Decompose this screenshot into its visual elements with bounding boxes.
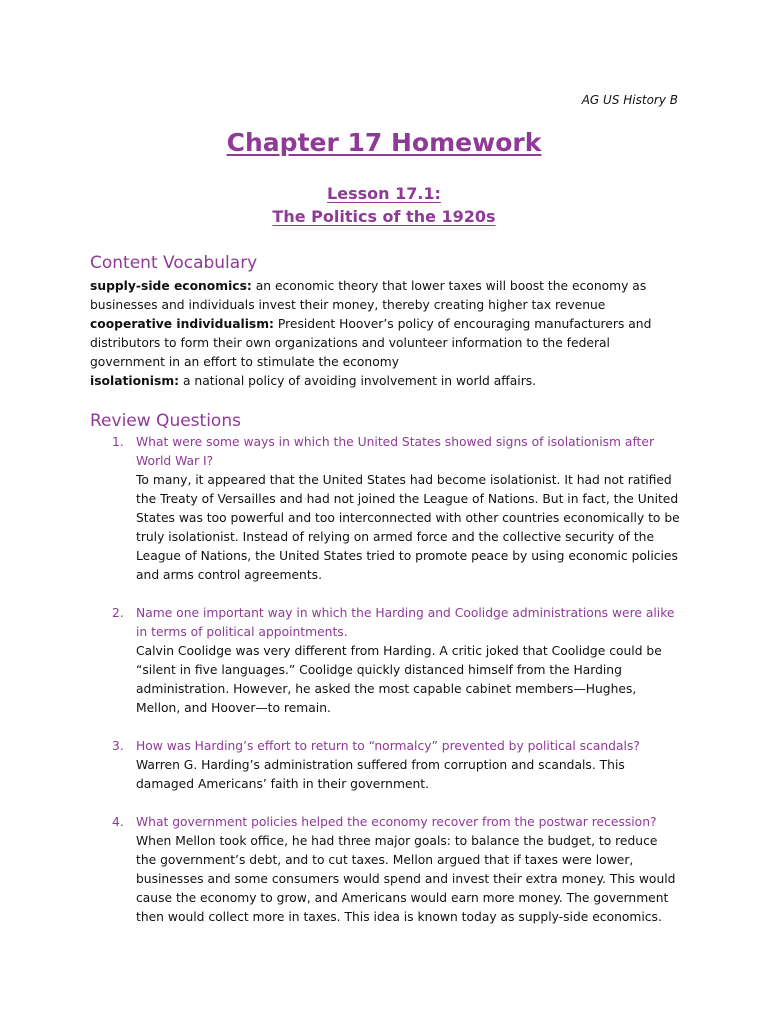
vocabulary-list [90,277,680,391]
review-question-item [90,813,680,927]
review-question-item [90,433,680,585]
review-question-item [90,604,680,718]
answer-text: When Mellon took office, he had three major goals: to balance the budget, to reduce the government’s debt, and to cut taxes. Mellon argued that if taxes were lower, businesses and some consumers would spend and invest their extra money. This would cause the economy to grow, and Americans would earn more money. The government then would collect more in taxes. This idea is known today as supply-side economics. [136,834,676,924]
review-question-item [90,737,680,794]
vocabulary-term: isolationism: [90,374,180,388]
answer-text: Calvin Coolidge was very different from Harding. A critic joked that Coolidge could be “silent in five languages.” Coolidge quickly distanced himself from the Harding administration. However, he asked the most capable cabinet members—Hughes, Mellon, and Hoover—to remain. [136,644,662,715]
vocabulary-item [90,315,680,372]
question-number: 4. [112,815,124,829]
vocabulary-definition: a national policy of avoiding involvement in world affairs. [179,374,537,388]
question-text: What government policies helped the economy recover from the postwar recession? [136,815,657,829]
lesson-number: Lesson 17.1: [327,184,441,203]
question-number: 1. [112,435,124,449]
vocabulary-term: supply-side economics: [90,279,252,293]
question-text: Name one important way in which the Harding and Coolidge administrations were alike in terms of political appointments. [136,606,675,639]
answer-text: To many, it appeared that the United States had become isolationist. It had not ratified the Treaty of Versailles and had not joined the League of Nations. But in fact, the United States was too powerful and too interconnected with other countries economically to be truly isolationist. Instead of relying on armed force and the collective security of the League of Nations, the United States tried to promote peace by using economic policies and arms control agreements. [136,473,680,582]
course-label: AG US History B [581,93,678,107]
question-text: How was Harding’s effort to return to “normalcy” prevented by political scandals? [136,739,640,753]
vocabulary-definition: President Hoover’s policy of encouraging manufacturers and distributors to form their own organizations and volunteer information to the federal government in an effort to stimulate the economy [90,317,652,369]
vocabulary-item [90,277,680,315]
vocabulary-heading: Content Vocabulary [90,253,258,273]
vocabulary-definition: an economic theory that lower taxes will boost the economy as businesses and individuals invest their money, thereby creating higher tax revenue [90,279,647,312]
page-title: Chapter 17 Homework [226,128,542,157]
question-text: What were some ways in which the United States showed signs of isolationism after World War I? [136,435,655,468]
vocabulary-term: cooperative individualism: [90,317,274,331]
question-number: 2. [112,606,124,620]
review-heading: Review Questions [90,411,241,431]
question-number: 3. [112,739,124,753]
answer-text: Warren G. Harding’s administration suffered from corruption and scandals. This damaged Americans’ faith in their government. [136,758,625,791]
lesson-name: The Politics of the 1920s [272,207,496,226]
vocabulary-item [90,372,680,391]
